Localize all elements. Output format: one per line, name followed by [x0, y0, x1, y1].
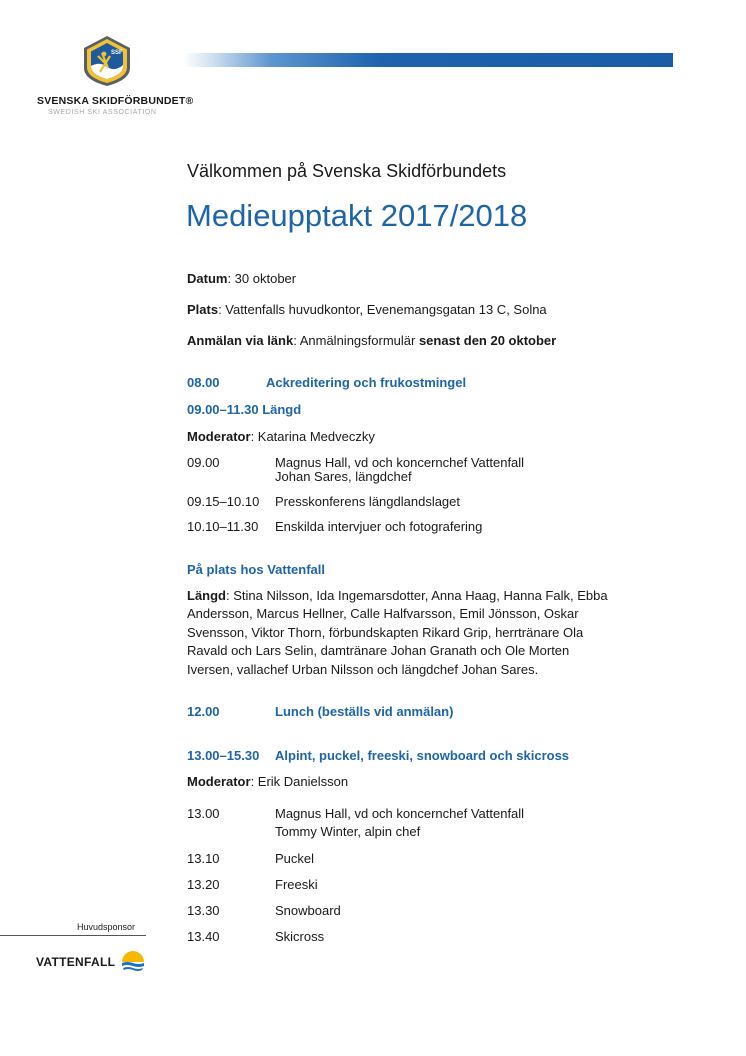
- place-value: : Vattenfalls huvudkontor, Evenemangsgatan 13 C, Solna: [218, 302, 547, 317]
- session1-heading: 09.00–11.30 Längd: [187, 402, 302, 417]
- lunch-time: 12.00: [187, 704, 220, 719]
- org-subtitle: SWEDISH SKI ASSOCIATION: [48, 109, 157, 116]
- onsite-label: Längd: [187, 588, 226, 603]
- vattenfall-logo-icon: [120, 949, 146, 975]
- date-label: Datum: [187, 271, 228, 286]
- session1-moderator: [187, 429, 375, 445]
- date-line: [187, 271, 296, 287]
- signup-label: Anmälan via länk: [187, 333, 294, 348]
- schedule-desc: Magnus Hall, vd och koncernchef Vattenfall: [275, 806, 525, 821]
- schedule-desc: Presskonferens längdlandslaget: [275, 494, 461, 509]
- date-value: : 30 oktober: [227, 271, 297, 286]
- org-name: SVENSKA SKIDFÖRBUNDET®: [37, 95, 194, 107]
- onsite-line-text: : Stina Nilsson, Ida Ingemarsdotter, Anna Haag, Hanna Falk, Ebba: [226, 588, 608, 603]
- breakfast-label: Ackreditering och frukostmingel: [266, 375, 467, 390]
- schedule-time: 10.10–11.30: [187, 519, 259, 534]
- session2-time: 13.00–15.30: [187, 748, 260, 763]
- schedule-desc: Puckel: [275, 851, 315, 866]
- moderator-value: : Erik Danielsson: [250, 774, 349, 789]
- moderator-label: Moderator: [187, 429, 251, 444]
- schedule-desc: Snowboard: [275, 903, 341, 918]
- sponsor-name: VATTENFALL: [36, 955, 116, 969]
- onsite-line: Ravald och Lars Selin, damtränare Johan Granath och Ole Morten: [187, 643, 570, 659]
- onsite-line: Iversen, vallachef Urban Nilsson och längdchef Johan Sares.: [187, 661, 539, 677]
- page-title: Medieupptakt 2017/2018: [186, 198, 528, 233]
- schedule-desc-line2: Tommy Winter, alpin chef: [275, 824, 421, 839]
- session2-label: Alpint, puckel, freeski, snowboard och skicross: [275, 748, 570, 763]
- schedule-time: 13.40: [187, 929, 220, 944]
- session2-moderator: [187, 774, 348, 790]
- schedule-desc: Magnus Hall, vd och koncernchef Vattenfall: [275, 455, 525, 470]
- schedule-desc-line2: Johan Sares, längdchef: [275, 469, 412, 484]
- onsite-heading: På plats hos Vattenfall: [187, 562, 325, 577]
- onsite-line: Andersson, Marcus Hellner, Calle Halfvarsson, Emil Jönsson, Oskar: [187, 606, 579, 622]
- signup-form-link[interactable]: : Anmälningsformulär: [293, 333, 419, 348]
- place-line: [187, 302, 547, 318]
- svg-text:SSF: SSF: [111, 50, 123, 56]
- onsite-line: [187, 587, 642, 605]
- signup-line: [187, 333, 556, 349]
- ssf-logo-emblem: [80, 34, 134, 88]
- sponsor-label: Huvudsponsor: [77, 922, 136, 932]
- moderator-label: Moderator: [187, 774, 251, 789]
- sponsor-divider: [0, 935, 146, 936]
- schedule-time: 09.00: [187, 455, 220, 470]
- onsite-line: Svensson, Viktor Thorn, förbundskapten Rikard Grip, herrtränare Ola: [187, 624, 584, 640]
- place-label: Plats: [187, 302, 219, 317]
- breakfast-time: 08.00: [187, 375, 220, 390]
- intro-line: Välkommen på Svenska Skidförbundets: [187, 161, 507, 181]
- onsite-participants: [187, 587, 642, 679]
- schedule-desc: Skicross: [275, 929, 325, 944]
- header-gradient-bar: [183, 53, 673, 67]
- schedule-time: 13.20: [187, 877, 220, 892]
- signup-deadline: senast den 20 oktober: [418, 333, 557, 348]
- schedule-time: 13.10: [187, 851, 220, 866]
- lunch-label: Lunch (beställs vid anmälan): [275, 704, 454, 719]
- schedule-desc: Freeski: [275, 877, 318, 892]
- moderator-value: : Katarina Medveczky: [250, 429, 375, 444]
- schedule-desc: Enskilda intervjuer och fotografering: [275, 519, 483, 534]
- schedule-time: 09.15–10.10: [187, 494, 260, 509]
- schedule-time: 13.30: [187, 903, 220, 918]
- schedule-time: 13.00: [187, 806, 220, 821]
